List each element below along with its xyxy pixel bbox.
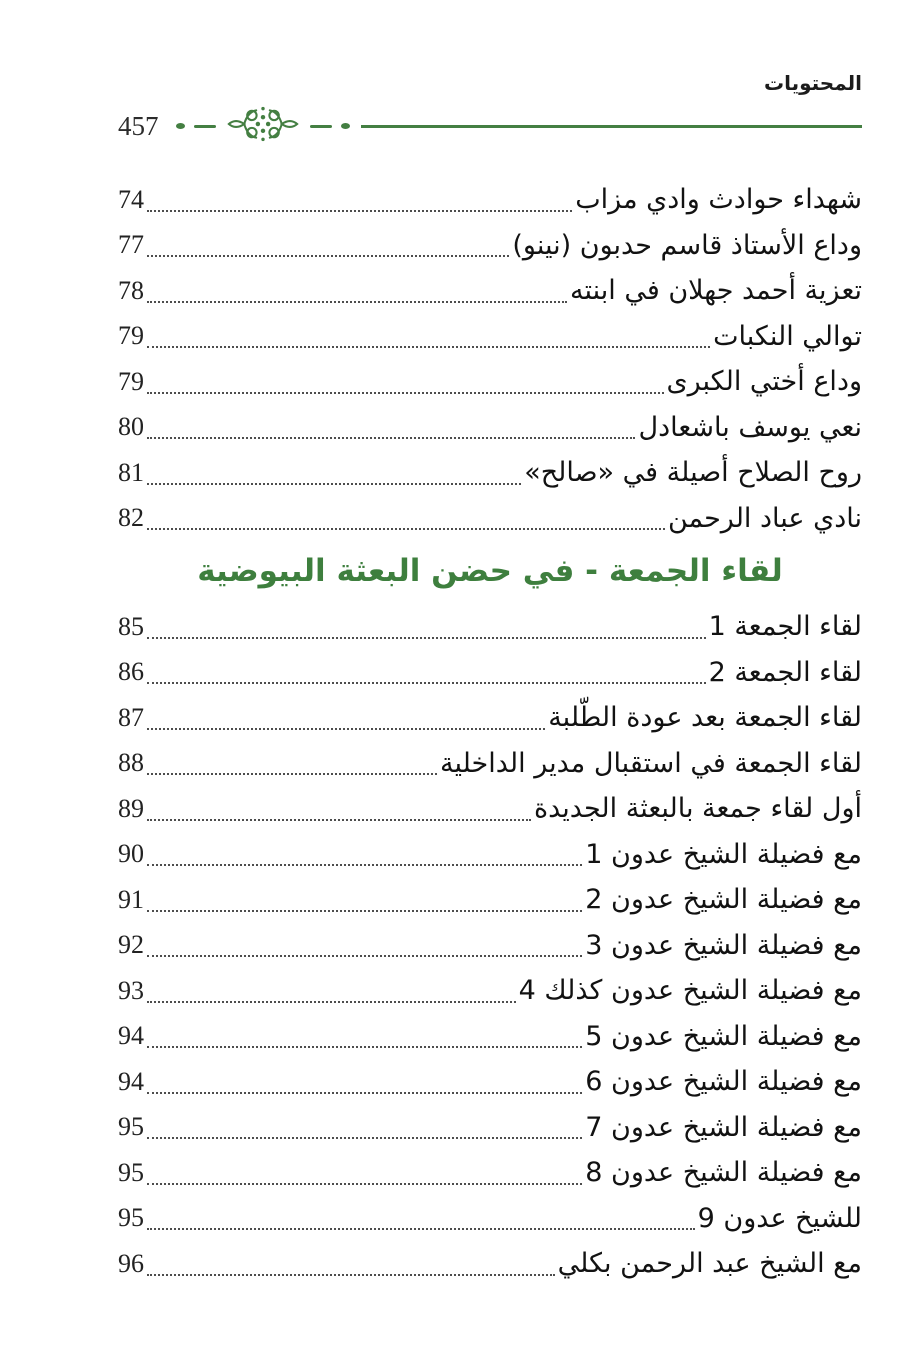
dot-leader (147, 392, 664, 394)
toc-entry (118, 268, 862, 314)
page-header (118, 72, 862, 149)
toc-entry (118, 968, 862, 1014)
header-rule (118, 103, 862, 149)
dot-leader (147, 483, 521, 485)
toc-list-group1 (118, 177, 862, 541)
dot-leader (147, 1274, 555, 1276)
dot-leader (147, 1137, 582, 1139)
toc-entry-title: روح الصلاح أصيلة في «صالح» (524, 457, 862, 489)
toc-entry-title: وداع الأستاذ قاسم حدبون (نينو) (512, 229, 862, 261)
header-green-rule (361, 125, 863, 128)
page-number: 457 (118, 110, 159, 141)
contents-label: المحتويات (763, 71, 862, 95)
dot-leader (147, 637, 706, 639)
toc-entry-page: 77 (118, 230, 144, 260)
toc-entry (118, 923, 862, 969)
toc-entry (118, 405, 862, 451)
floral-divider-icon (222, 101, 304, 151)
toc-entry-page: 90 (118, 839, 144, 869)
toc-entry-page: 95 (118, 1157, 144, 1187)
toc-entry (118, 223, 862, 269)
toc-entry-title: أول لقاء جمعة بالبعثة الجديدة (533, 793, 862, 825)
toc-entry (118, 877, 862, 923)
toc-entry (118, 1196, 862, 1242)
toc-entry-title: للشيخ عدون 9 (697, 1202, 862, 1234)
toc-entry-page: 79 (118, 366, 144, 396)
toc-entry (118, 695, 862, 741)
toc-entry (118, 832, 862, 878)
dot-leader (147, 1001, 516, 1003)
rule-dot-icon (176, 123, 185, 129)
dot-leader (147, 819, 531, 821)
dot-leader (147, 682, 706, 684)
toc-list-group2 (118, 604, 862, 1287)
toc-entry-page: 89 (118, 793, 144, 823)
section-heading: لقاء الجمعة - في حضن البعثة البيوضية (197, 553, 783, 589)
dot-leader (147, 528, 665, 530)
toc-entry (118, 177, 862, 223)
toc-entry (118, 1105, 862, 1151)
dot-leader (147, 437, 635, 439)
toc-entry-page: 88 (118, 748, 144, 778)
dot-leader (147, 346, 710, 348)
toc-entry-title: لقاء الجمعة 1 (708, 611, 862, 643)
toc-entry-page: 95 (118, 1203, 144, 1233)
toc-entry-title: مع فضيلة الشيخ عدون كذلك 4 (518, 975, 862, 1007)
toc-entry-page: 94 (118, 1021, 144, 1051)
toc-entry-page: 79 (118, 321, 144, 351)
toc-entry-title: مع فضيلة الشيخ عدون 1 (585, 838, 862, 870)
dot-leader (147, 955, 582, 957)
rule-dash-icon (310, 125, 332, 128)
toc-entry-title: نعي يوسف باشعادل (638, 411, 862, 443)
dot-leader (147, 301, 567, 303)
toc-entry-page: 93 (118, 975, 144, 1005)
dot-leader (147, 1183, 582, 1185)
toc-entry-page: 74 (118, 184, 144, 214)
table-of-contents (118, 177, 862, 1287)
toc-entry (118, 1059, 862, 1105)
toc-entry (118, 786, 862, 832)
toc-entry (118, 450, 862, 496)
toc-entry-title: شهداء حوادث وادي مزاب (575, 184, 862, 216)
toc-entry-title: مع فضيلة الشيخ عدون 5 (585, 1020, 862, 1052)
toc-entry-title: تعزية أحمد جهلان في ابنته (569, 275, 862, 307)
toc-entry-page: 94 (118, 1066, 144, 1096)
toc-entry-title: مع الشيخ عبد الرحمن بكلي (557, 1248, 862, 1280)
toc-entry-page: 82 (118, 503, 144, 533)
dot-leader (147, 910, 582, 912)
dot-leader (147, 1092, 582, 1094)
dot-leader (147, 1228, 695, 1230)
toc-entry (118, 1014, 862, 1060)
toc-entry (118, 314, 862, 360)
toc-entry (118, 1241, 862, 1287)
dot-leader (147, 210, 572, 212)
toc-entry-title: مع فضيلة الشيخ عدون 8 (585, 1157, 862, 1189)
toc-entry (118, 604, 862, 650)
toc-entry-title: نادي عباد الرحمن (667, 502, 862, 534)
toc-entry-title: توالي النكبات (713, 320, 862, 352)
toc-entry-title: مع فضيلة الشيخ عدون 7 (585, 1111, 862, 1143)
toc-entry-title: مع فضيلة الشيخ عدون 6 (585, 1066, 862, 1098)
toc-entry (118, 359, 862, 405)
toc-entry-title: لقاء الجمعة في استقبال مدير الداخلية (439, 747, 862, 779)
toc-entry-page: 86 (118, 657, 144, 687)
dot-leader (147, 728, 545, 730)
toc-entry-page: 91 (118, 884, 144, 914)
toc-entry-page: 87 (118, 702, 144, 732)
toc-entry-title: وداع أختي الكبرى (666, 366, 862, 398)
toc-entry-page: 95 (118, 1112, 144, 1142)
rule-dash-icon (194, 125, 216, 128)
toc-entry (118, 496, 862, 542)
dot-leader (147, 1046, 582, 1048)
toc-entry-page: 85 (118, 611, 144, 641)
dot-leader (147, 864, 582, 866)
rule-dot-icon (341, 123, 350, 129)
toc-entry-title: مع فضيلة الشيخ عدون 2 (585, 884, 862, 916)
toc-entry-title: مع فضيلة الشيخ عدون 3 (585, 929, 862, 961)
toc-entry (118, 741, 862, 787)
toc-entry-title: لقاء الجمعة 2 (708, 656, 862, 688)
toc-entry-page: 78 (118, 275, 144, 305)
dot-leader (147, 255, 509, 257)
toc-entry-page: 81 (118, 457, 144, 487)
toc-entry-title: لقاء الجمعة بعد عودة الطّلبة (548, 702, 862, 734)
toc-entry-page: 80 (118, 412, 144, 442)
toc-entry-page: 96 (118, 1248, 144, 1278)
toc-entry-page: 92 (118, 930, 144, 960)
dot-leader (147, 773, 437, 775)
toc-entry (118, 650, 862, 696)
toc-entry (118, 1150, 862, 1196)
